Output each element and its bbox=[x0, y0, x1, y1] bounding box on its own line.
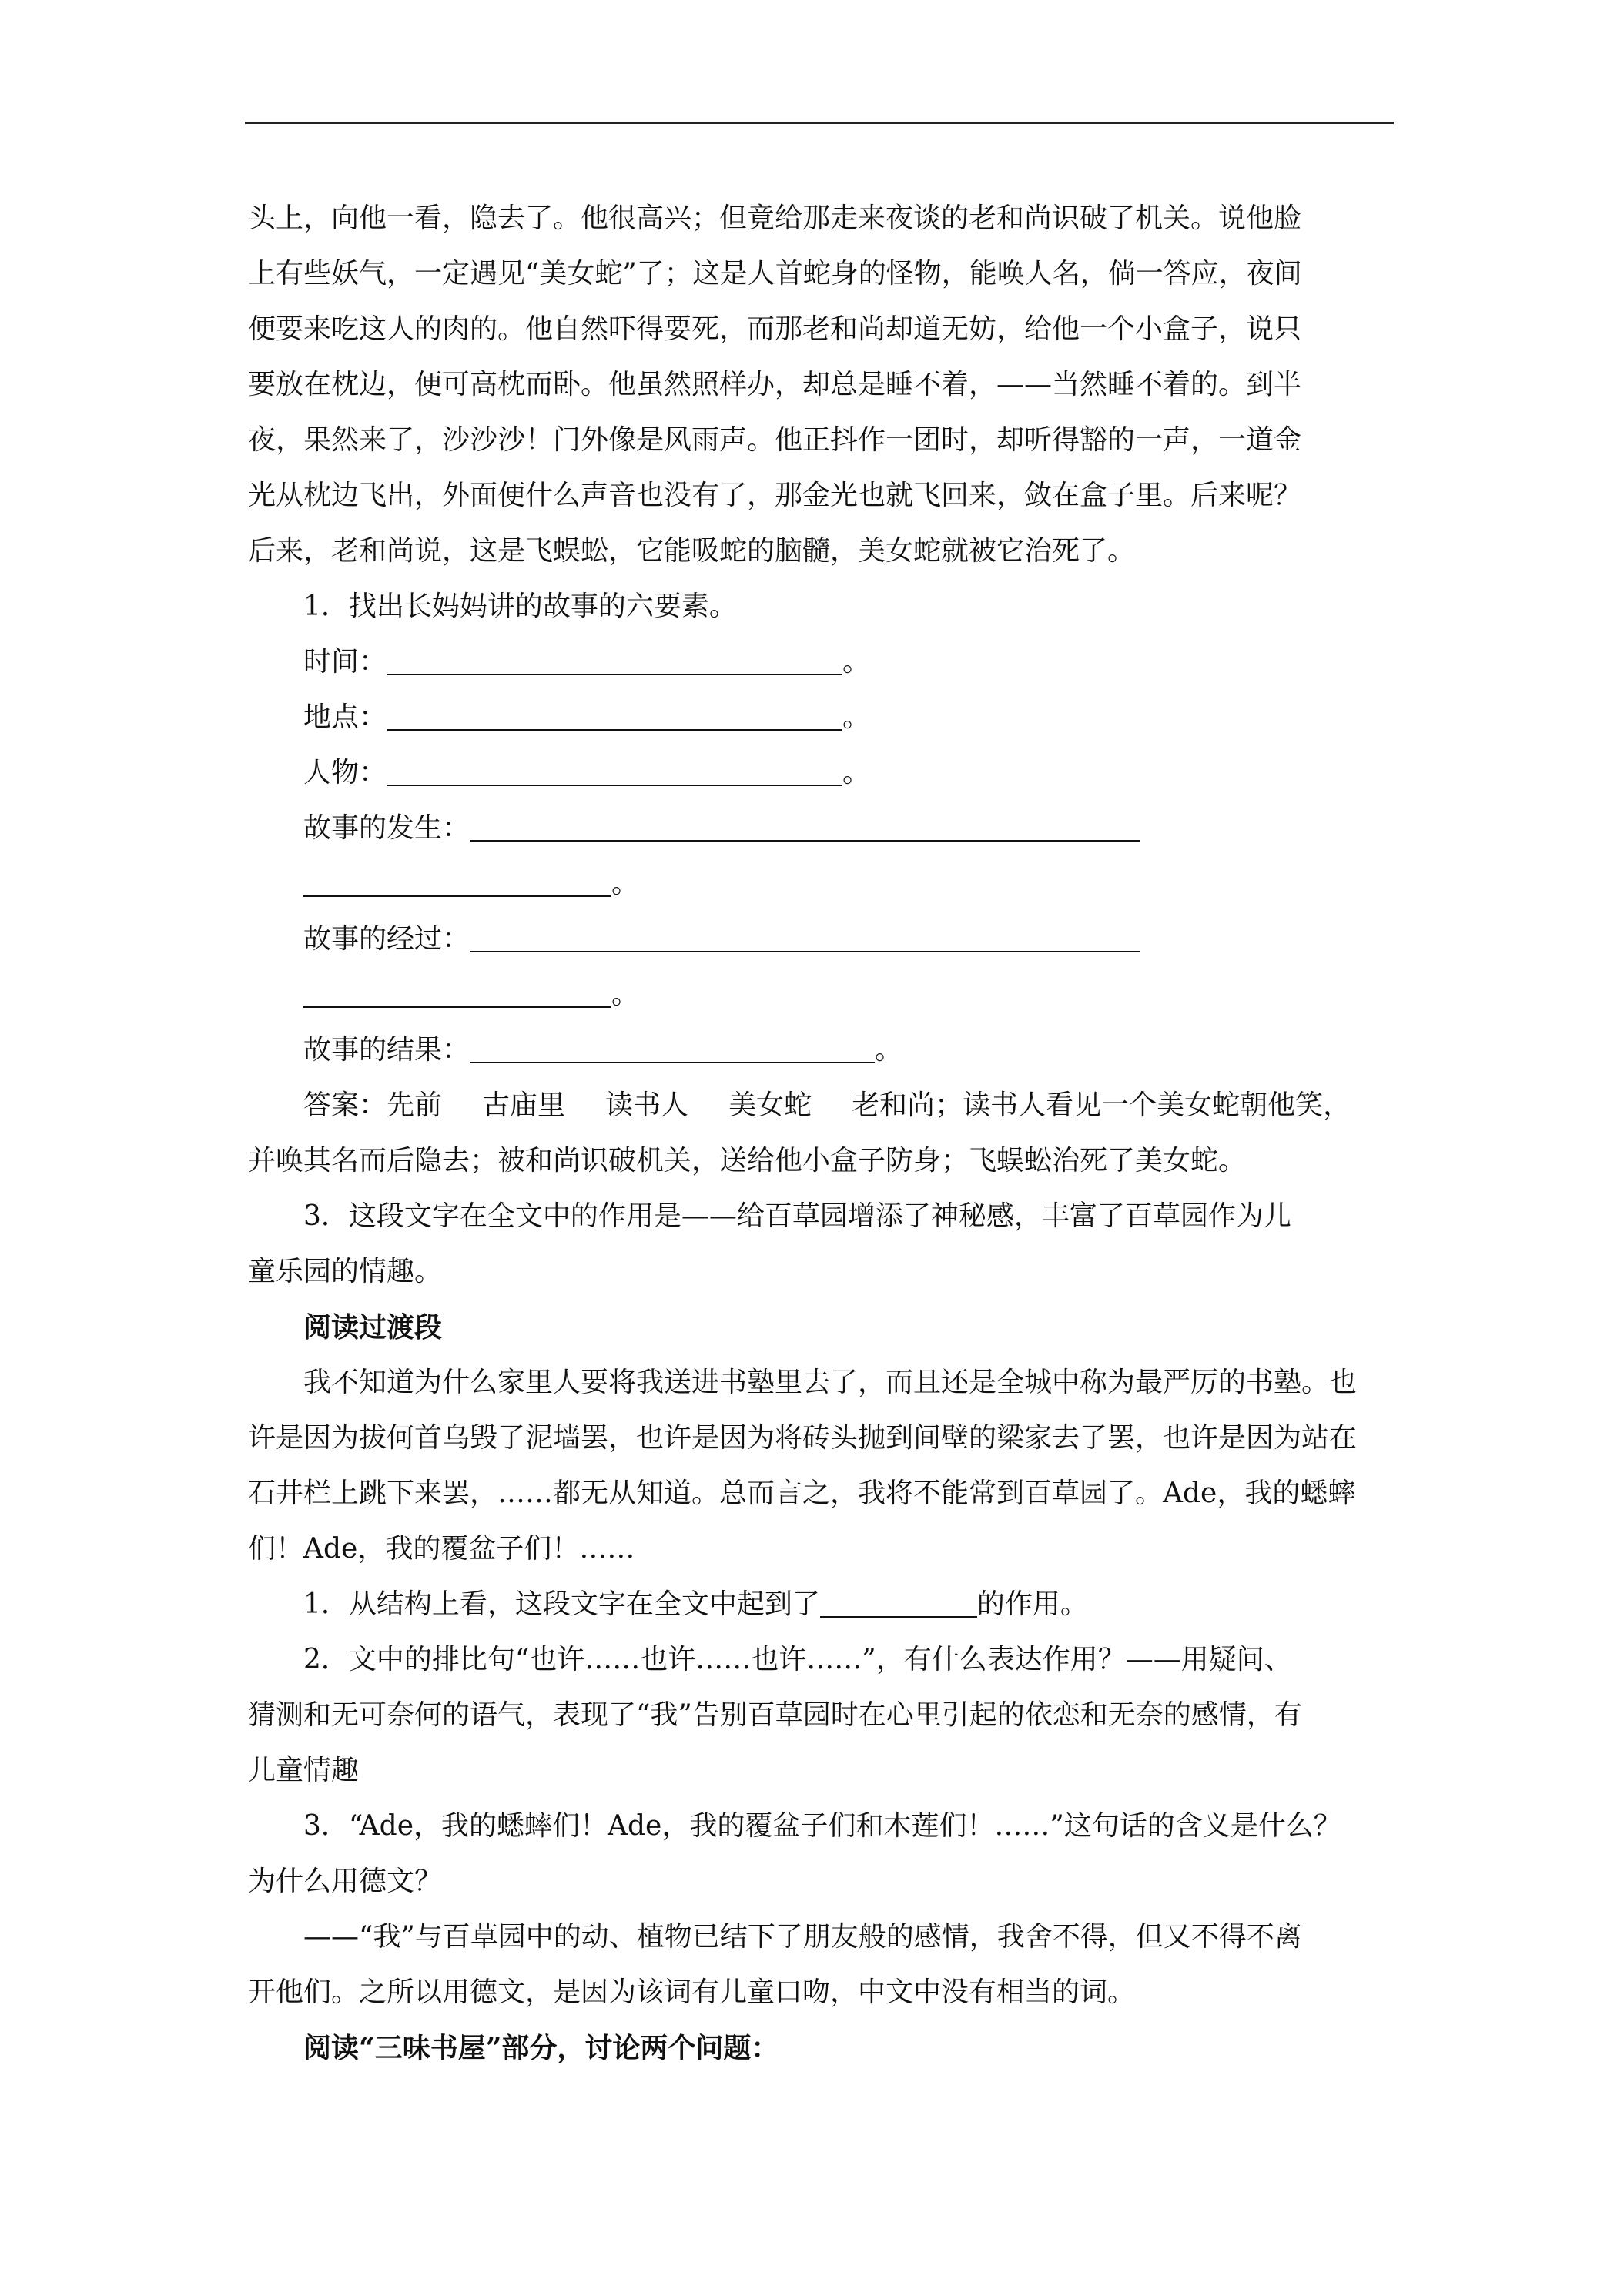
passage-line: 们！Ade，我的覆盆子们！…… bbox=[248, 1533, 635, 1565]
story-process-row bbox=[248, 912, 1388, 967]
place-answer-blank[interactable] bbox=[387, 695, 842, 731]
story-line: 头上，向他一看，隐去了。他很高兴；但竟给那走来夜谈的老和尚识破了机关。说他脸 bbox=[248, 202, 1302, 234]
question-3-line: 3．这段文字在全文中的作用是——给百草园增添了神秘感，丰富了百草园作为儿 bbox=[303, 1200, 1291, 1232]
passage-line: 石井栏上跳下来罢，……都无从知道。总而言之，我将不能常到百草园了。Ade，我的蟋蟀 bbox=[248, 1478, 1356, 1509]
time-row bbox=[248, 634, 1388, 690]
section2-question-2-cont: 猜测和无可奈何的语气，表现了“我”告别百草园时在心里引起的依恋和无奈的感情，有 bbox=[248, 1699, 1302, 1731]
people-answer-blank[interactable] bbox=[387, 751, 842, 786]
passage-line: 许是因为拔何首乌毁了泥墙罢，也许是因为将砖头抛到间壁的梁家去了罢，也许是因为站在 bbox=[248, 1422, 1358, 1454]
section2-question-3-cont: 为什么用德文？ bbox=[248, 1866, 443, 1897]
story-result-label: 故事的结果： bbox=[303, 1034, 470, 1066]
story-line: 要放在枕边，便可高枕而卧。他虽然照样办，却总是睡不着，——当然睡不着的。到半 bbox=[248, 369, 1302, 400]
question-1-prompt: 1．找出长妈妈讲的故事的六要素。 bbox=[303, 591, 737, 622]
end-mark: 。 bbox=[611, 979, 640, 1010]
end-mark: 。 bbox=[842, 757, 871, 788]
story-process-row-cont bbox=[248, 967, 1388, 1022]
section2-answer-3-cont: 开他们。之所以用德文，是因为该词有儿童口吻，中文中没有相当的词。 bbox=[248, 1976, 1136, 2008]
story-result-answer-blank[interactable] bbox=[470, 1028, 875, 1063]
section2-answer-3: ——“我”与百草园中的动、植物已结下了朋友般的感情，我舍不得，但又不得不离 bbox=[303, 1921, 1302, 1953]
end-mark: 。 bbox=[842, 646, 871, 678]
section-heading: 阅读过渡段 bbox=[303, 1311, 443, 1344]
time-answer-blank[interactable] bbox=[387, 640, 842, 675]
question-3-line-2: 童乐园的情趣。 bbox=[248, 1256, 443, 1287]
section2-question-2: 2．文中的排比句“也许……也许……也许……”，有什么表达作用？——用疑问、 bbox=[303, 1644, 1292, 1675]
answer-item: 先前 bbox=[387, 1089, 443, 1121]
place-label: 地点： bbox=[303, 701, 387, 733]
section-heading: 阅读“三味书屋”部分，讨论两个问题： bbox=[303, 2032, 779, 2064]
answer-item: 读书人 bbox=[605, 1089, 689, 1121]
story-process-label: 故事的经过： bbox=[303, 923, 470, 955]
story-start-row bbox=[248, 801, 1388, 856]
story-line: 上有些妖气，一定遇见“美女蛇”了；这是人首蛇身的怪物，能唤人名，倘一答应，夜间 bbox=[248, 258, 1302, 290]
story-start-answer-blank-2[interactable] bbox=[303, 862, 611, 897]
end-mark: 。 bbox=[611, 868, 640, 899]
story-process-answer-blank[interactable] bbox=[470, 917, 1140, 952]
end-mark: 。 bbox=[875, 1034, 903, 1066]
answer-line-2: 并唤其名而后隐去；被和尚识破机关，送给他小盒子防身；飞蜈蚣治死了美女蛇。 bbox=[248, 1145, 1247, 1176]
section2-question-1 bbox=[248, 1577, 1388, 1632]
question-text: 的作用。 bbox=[976, 1588, 1088, 1620]
answer-item: 老和尚；读书人看见一个美女蛇朝他笑， bbox=[852, 1089, 1351, 1121]
story-start-answer-blank[interactable] bbox=[470, 806, 1140, 842]
structure-answer-blank[interactable] bbox=[820, 1582, 977, 1618]
section2-question-2-cont: 儿童情趣 bbox=[248, 1755, 360, 1786]
question-text: 1．从结构上看，这段文字在全文中起到了 bbox=[303, 1588, 820, 1620]
section2-question-3: 3．“Ade，我的蟋蟀们！Ade，我的覆盆子们和木莲们！……”这句话的含义是什么？ bbox=[303, 1810, 1341, 1842]
people-row bbox=[248, 745, 1388, 801]
story-line: 便要来吃这人的肉的。他自然吓得要死，而那老和尚却道无妨，给他一个小盒子，说只 bbox=[248, 313, 1302, 345]
answer-item: 美女蛇 bbox=[728, 1089, 812, 1121]
story-line: 后来，老和尚说，这是飞蜈蚣，它能吸蛇的脑髓，美女蛇就被它治死了。 bbox=[248, 535, 1136, 567]
time-label: 时间： bbox=[303, 646, 387, 678]
answer-line bbox=[248, 1078, 1388, 1133]
story-line: 夜，果然来了，沙沙沙！门外像是风雨声。他正抖作一团时，却听得豁的一声，一道金 bbox=[248, 424, 1302, 456]
story-process-answer-blank-2[interactable] bbox=[303, 972, 611, 1008]
people-label: 人物： bbox=[303, 757, 387, 788]
header-rule bbox=[245, 122, 1394, 124]
end-mark: 。 bbox=[842, 701, 871, 733]
answer-item: 古庙里 bbox=[482, 1089, 566, 1121]
story-line: 光从枕边飞出，外面便什么声音也没有了，那金光也就飞回来，敛在盒子里。后来呢？ bbox=[248, 480, 1302, 511]
story-result-row bbox=[248, 1022, 1388, 1078]
story-start-row-cont bbox=[248, 856, 1388, 912]
passage-line: 我不知道为什么家里人要将我送进书塾里去了，而且还是全城中称为最严厉的书塾。也 bbox=[303, 1367, 1358, 1398]
place-row bbox=[248, 690, 1388, 745]
answer-label: 答案： bbox=[303, 1089, 387, 1121]
story-start-label: 故事的发生： bbox=[303, 812, 470, 844]
document-body bbox=[248, 191, 1388, 2076]
